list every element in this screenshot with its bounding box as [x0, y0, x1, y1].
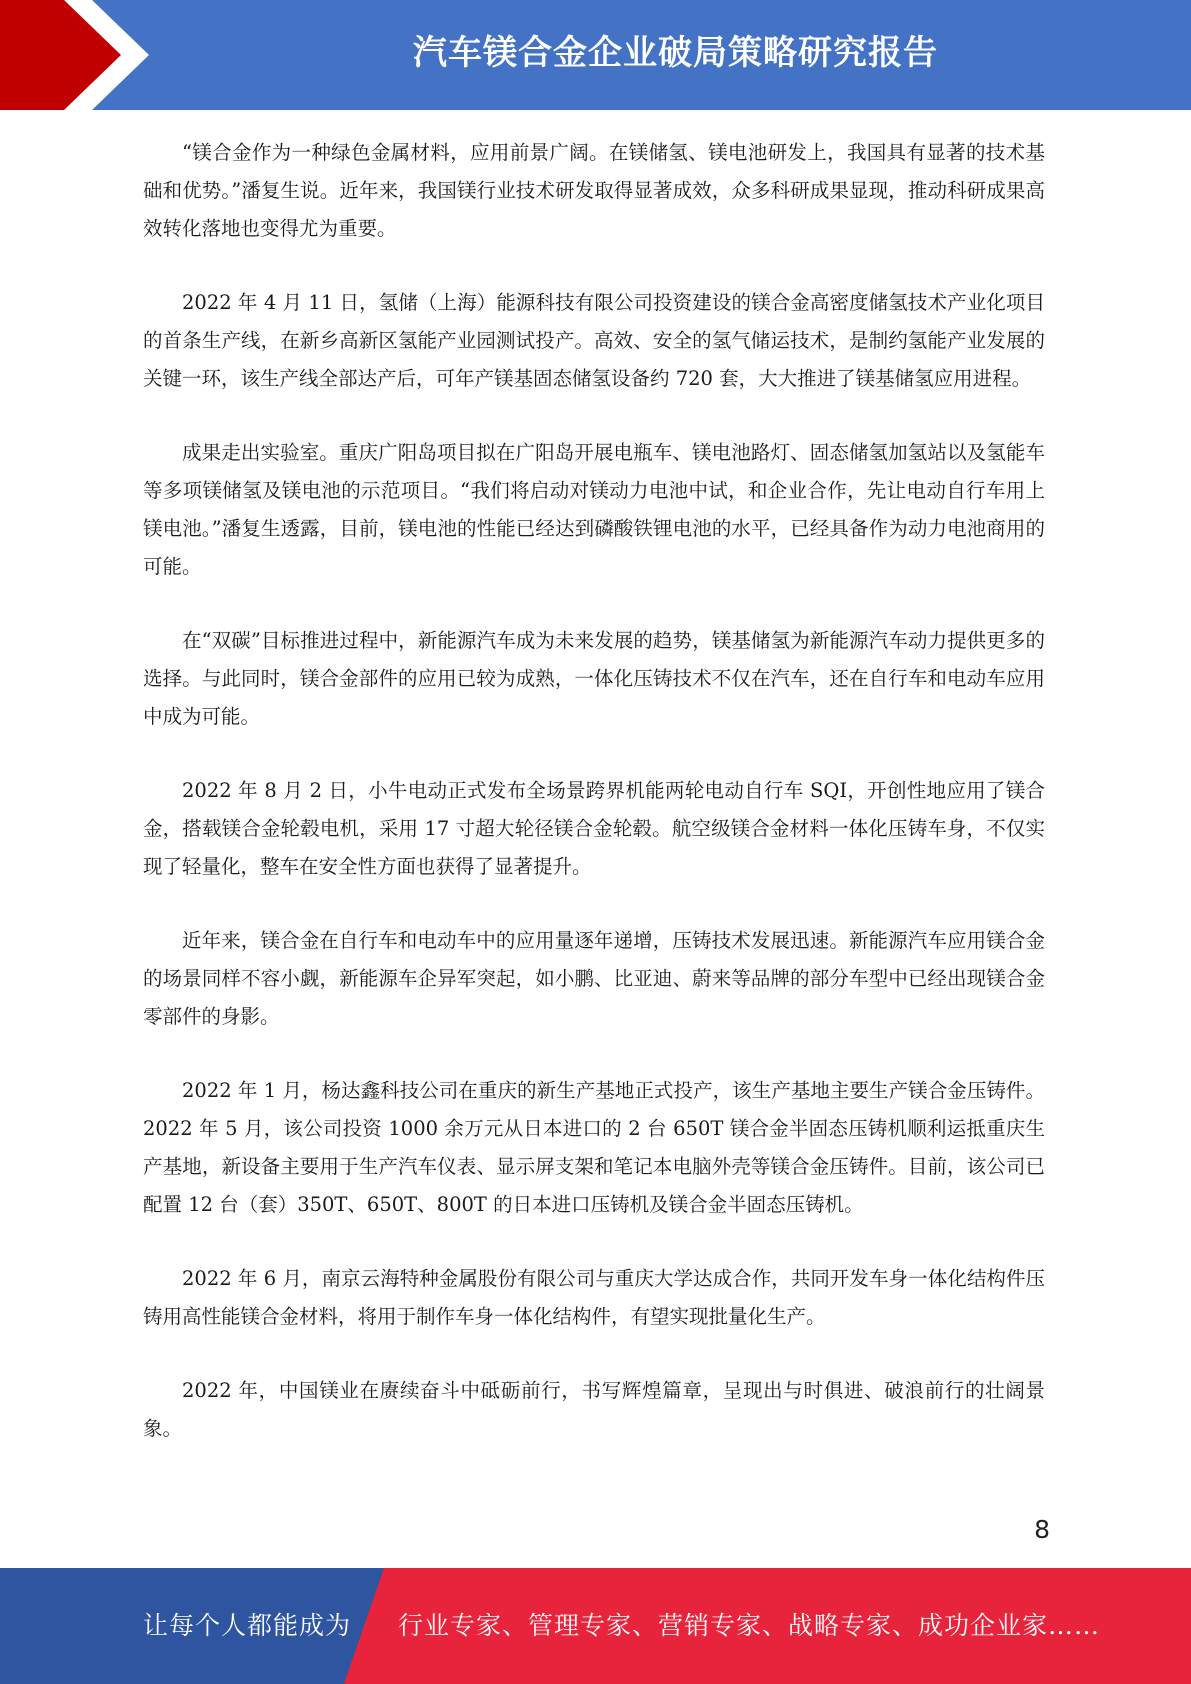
page-header — [0, 0, 1191, 110]
footer-slogan-left: 让每个人都能成为 — [143, 1611, 352, 1640]
footer-slogan-right: 行业专家、管理专家、营销专家、战略专家、成功企业家…… — [398, 1611, 1101, 1640]
paragraph-9: 2022 年，中国镁业在赓续奋斗中砥砺前行，书写辉煌篇章，呈现出与时俱进、破浪前行的壮阔景象。 — [143, 1379, 1045, 1440]
paragraph-8: 2022 年 6 月，南京云海特种金属股份有限公司与重庆大学达成合作，共同开发车身一体化结构件压铸用高性能镁合金材料，将用于制作车身一体化结构件，有望实现批量化生产。 — [143, 1267, 1045, 1328]
paragraph-6: 近年来，镁合金在自行车和电动车中的应用量逐年递增，压铸技术发展迅速。新能源汽车应用镁合金的场景同样不容小觑，新能源车企异军突起，如小鹏、比亚迪、蔚来等品牌的部分车型中已经出现镁合金零部件的身影。 — [143, 929, 1045, 1028]
paragraph-7: 2022 年 1 月，杨达鑫科技公司在重庆的新生产基地正式投产，该生产基地主要生产镁合金压铸件。2022 年 5 月，该公司投资 1000 余万元从日本进口的 2 台 650T 镁合金半固态压铸机顺利运抵重庆生产基地，新设备主要用于生产汽车仪表、显示屏支架和笔记本电脑外壳等镁合金压铸件。目前，该公司已配置 12 台（套）350T、650T、800T 的日本进口压铸机及镁合金半固态压铸机。 — [143, 1079, 1045, 1216]
paragraph-3: 成果走出实验室。重庆广阳岛项目拟在广阳岛开展电瓶车、镁电池路灯、固态储氢加氢站以及氢能车等多项镁储氢及镁电池的示范项目。“我们将启动对镁动力电池中试，和企业合作，先让电动自行车用上镁电池。”潘复生透露，目前，镁电池的性能已经达到磷酸铁锂电池的水平，已经具备作为动力电池商用的可能。 — [143, 441, 1045, 578]
page-footer — [0, 1568, 1191, 1684]
page-number: 8 — [1034, 1515, 1050, 1544]
paragraph-2: 2022 年 4 月 11 日，氢储（上海）能源科技有限公司投资建设的镁合金高密度储氢技术产业化项目的首条生产线，在新乡高新区氢能产业园测试投产。高效、安全的氢气储运技术，是制约氢能产业发展的关键一环，该生产线全部达产后，可年产镁基固态储氢设备约 720 套，大大推进了镁基储氢应用进程。 — [143, 291, 1045, 390]
paragraph-5: 2022 年 8 月 2 日，小牛电动正式发布全场景跨界机能两轮电动自行车 SQI，开创性地应用了镁合金，搭载镁合金轮毂电机，采用 17 寸超大轮径镁合金轮毂。航空级镁合金材料一体化压铸车身，不仅实现了轻量化，整车在安全性方面也获得了显著提升。 — [143, 779, 1045, 878]
report-title: 汽车镁合金企业破局策略研究报告 — [413, 33, 938, 73]
paragraph-1: “镁合金作为一种绿色金属材料，应用前景广阔。在镁储氢、镁电池研发上，我国具有显著的技术基础和优势。”潘复生说。近年来，我国镁行业技术研发取得显著成效，众多科研成果显现，推动科研成果高效转化落地也变得尤为重要。 — [143, 141, 1045, 240]
paragraph-4: 在“双碳”目标推进过程中，新能源汽车成为未来发展的趋势，镁基储氢为新能源汽车动力提供更多的选择。与此同时，镁合金部件的应用已较为成熟，一体化压铸技术不仅在汽车，还在自行车和电动车应用中成为可能。 — [143, 629, 1045, 728]
article-body — [143, 134, 1045, 1484]
